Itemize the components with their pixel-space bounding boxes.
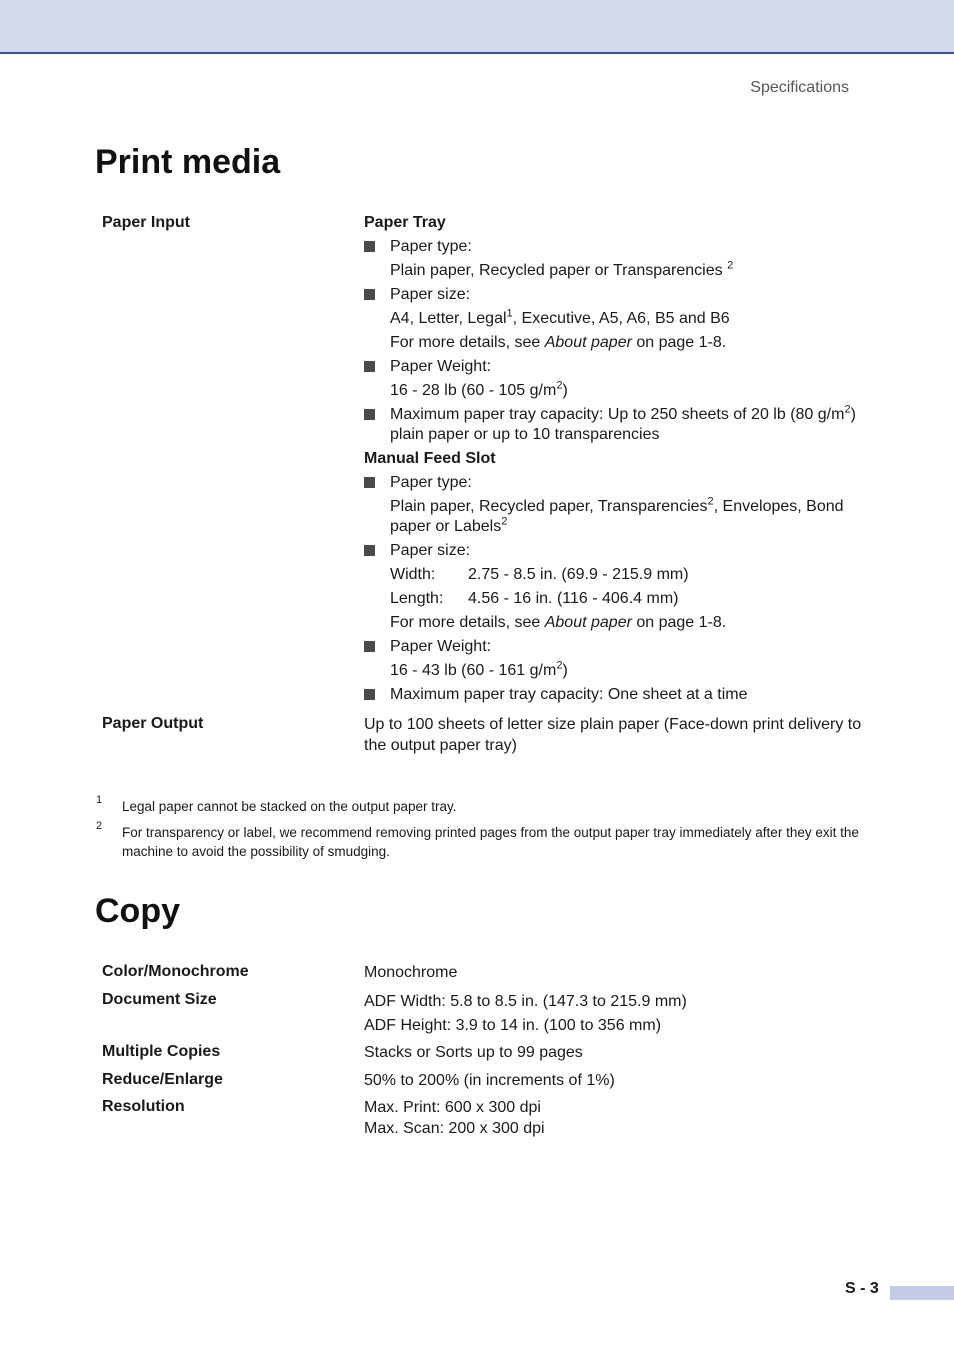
copy-value-multiple-copies: Stacks or Sorts up to 99 pages [364, 1044, 583, 1061]
about-paper-reference: About paper [544, 334, 632, 351]
bullet-manual-paper-weight: Paper Weight: [364, 635, 874, 659]
section-title-copy: Copy [95, 892, 180, 930]
bullet-paper-weight: Paper Weight: [364, 355, 874, 379]
manual-size-details: For more details, see About paper on page 1-8. [390, 614, 727, 631]
paper-output-label: Paper Output [102, 715, 204, 732]
section-title-print-media: Print media [95, 143, 281, 181]
paper-input-label: Paper Input [102, 214, 191, 231]
manual-paper-weight-value: 16 - 43 lb (60 - 161 $g/m^2$) [390, 659, 568, 679]
copy-label-multiple-copies: Multiple Copies [102, 1043, 221, 1060]
copy-label-color: Color/Monochrome [102, 963, 249, 980]
header-band [0, 0, 954, 54]
copy-value-document-size: ADF Width: 5.8 to 8.5 in. (147.3 to 215.9 mm) ADF Height: 3.9 to 14 in. (100 to 356 mm) [364, 993, 687, 1034]
bullet-manual-paper-type: Paper type: [364, 471, 874, 495]
paper-tray-heading: Paper Tray [364, 214, 446, 231]
bullet-paper-type: Paper type: [364, 235, 874, 259]
bullet-paper-size: Paper size: [364, 283, 874, 307]
copy-label-document-size: Document Size [102, 991, 217, 1008]
bullet-tray-capacity: Maximum paper tray capacity: Up to 250 sheets of 20 lb (80 $g/m^2$) plain paper or up to 10 transparencies [364, 403, 874, 447]
copy-label-reduce-enlarge: Reduce/Enlarge [102, 1071, 223, 1088]
copy-value-color: Monochrome [364, 964, 458, 981]
copy-label-resolution: Resolution [102, 1098, 185, 1115]
manual-paper-type-value: Plain paper, Recycled paper, Transparencies$^2$, Envelopes, Bond paper or Labels$^2$ [390, 495, 844, 535]
manual-width-row: Width: 2.75 - 8.5 in. (69.9 - 215.9 mm) [390, 566, 689, 583]
page-number: S - 3 [845, 1280, 879, 1297]
manual-length-row: Length: 4.56 - 16 in. (116 - 406.4 mm) [390, 590, 679, 607]
footnote-1: 1 Legal paper cannot be stacked on the output paper tray. [96, 794, 457, 814]
copy-value-reduce-enlarge: 50% to 200% (in increments of 1%) [364, 1072, 615, 1089]
paper-output-value: Up to 100 sheets of letter size plain paper (Face-down print delivery to the output paper tray) [364, 716, 862, 754]
footnote-2: 2 For transparency or label, we recommend removing printed pages from the output paper tray immediately after they exit the machine to avoid the possibility of smudging. [96, 820, 859, 859]
copy-value-resolution: Max. Print: 600 x 300 dpi Max. Scan: 200 x 300 dpi [364, 1099, 545, 1137]
manual-feed-heading: Manual Feed Slot [364, 450, 496, 467]
about-paper-reference: About paper [544, 614, 632, 631]
bullet-manual-capacity: Maximum paper tray capacity: One sheet at a time [364, 683, 874, 707]
bullet-manual-paper-size: Paper size: [364, 539, 874, 563]
paper-weight-value: 16 - 28 lb (60 - 105 $g/m^2$) [390, 379, 568, 399]
paper-size-details: For more details, see About paper on page 1-8. [390, 334, 727, 351]
paper-type-value: Plain paper, Recycled paper or Transparencies $^2$ [390, 259, 734, 279]
running-header: Specifications [750, 79, 849, 96]
page-tab [890, 1286, 954, 1300]
paper-input-details [364, 211, 874, 707]
paper-size-value: A4, Letter, Legal$^1$, Executive, A5, A6, B5 and B6 [390, 307, 730, 327]
